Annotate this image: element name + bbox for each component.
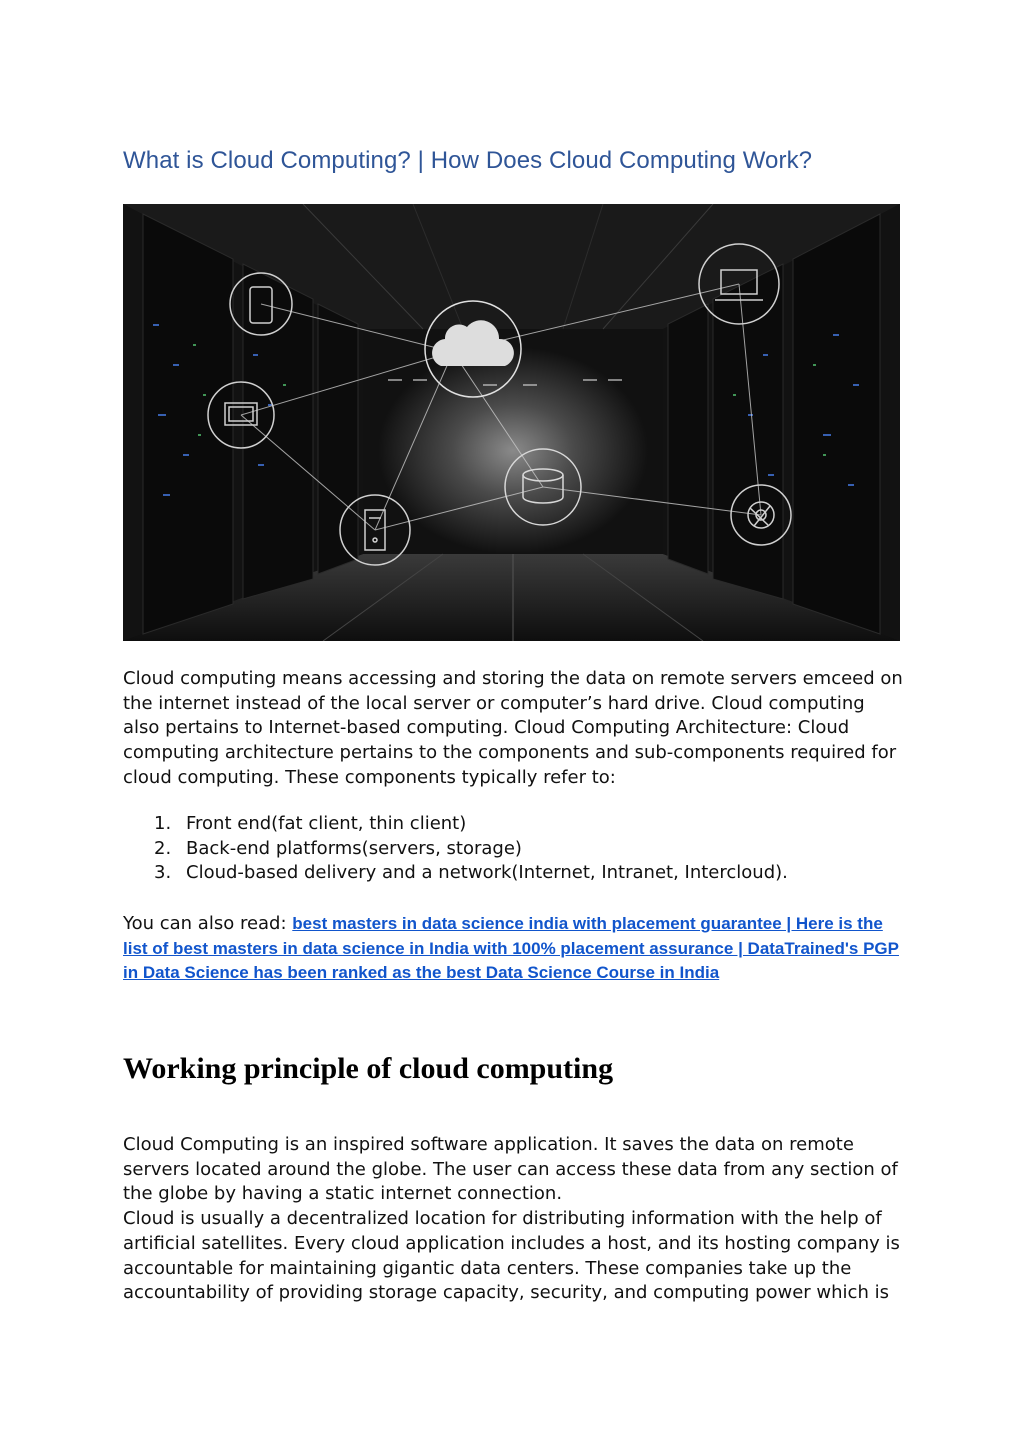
list-item-number: 3. (154, 862, 172, 884)
components-list (123, 812, 903, 886)
list-item-number: 1. (154, 813, 172, 834)
list-item-text: Front end(fat client, thin client) (186, 813, 467, 834)
intro-paragraph: Cloud computing means accessing and storing the data on remote servers emceed on the internet instead of the local server or computer’s hard drive. Cloud computing also pertains to Internet-based computing. Cloud Computing Architecture: Cloud computing architecture pertains to the components and sub-components required for cloud computing. These components typically refer to: (123, 668, 903, 788)
also-read-paragraph (123, 912, 903, 986)
list-item (123, 861, 903, 886)
hero-image (123, 204, 900, 641)
section-paragraph: Cloud Computing is an inspired software application. It saves the data on remote servers located around the globe. The user can access these data from any section of the globe by having a static internet connection. (123, 1134, 898, 1205)
page-title: What is Cloud Computing? | How Does Cloud Computing Work? (123, 147, 813, 174)
also-read-prefix: You can also read: (123, 913, 293, 934)
list-item-text: Back-end platforms(servers, storage) (186, 837, 522, 859)
section-paragraph: Cloud is usually a decentralized location for distributing information with the help of artificial satellites. Every cloud application includes a host, and its hosting company is accountable for maintaining gigantic data centers. These companies take up the accountability of providing storage capacity, security, and computing power which is (123, 1208, 900, 1304)
list-item-text: Cloud-based delivery and a network(Internet, Intranet, Intercloud). (186, 862, 788, 884)
list-item (123, 812, 903, 837)
list-item (123, 837, 903, 862)
section-body (123, 1133, 903, 1306)
section-heading: Working principle of cloud computing (123, 1052, 614, 1085)
also-read-link[interactable]: best masters in data science india with placement guarantee | Here is the list of best masters in data science in India with 100% placement assurance | DataTrained's PGP in Data Science has been ranked as the best Data Science Course in India (123, 914, 899, 983)
list-item-number: 2. (154, 837, 172, 859)
